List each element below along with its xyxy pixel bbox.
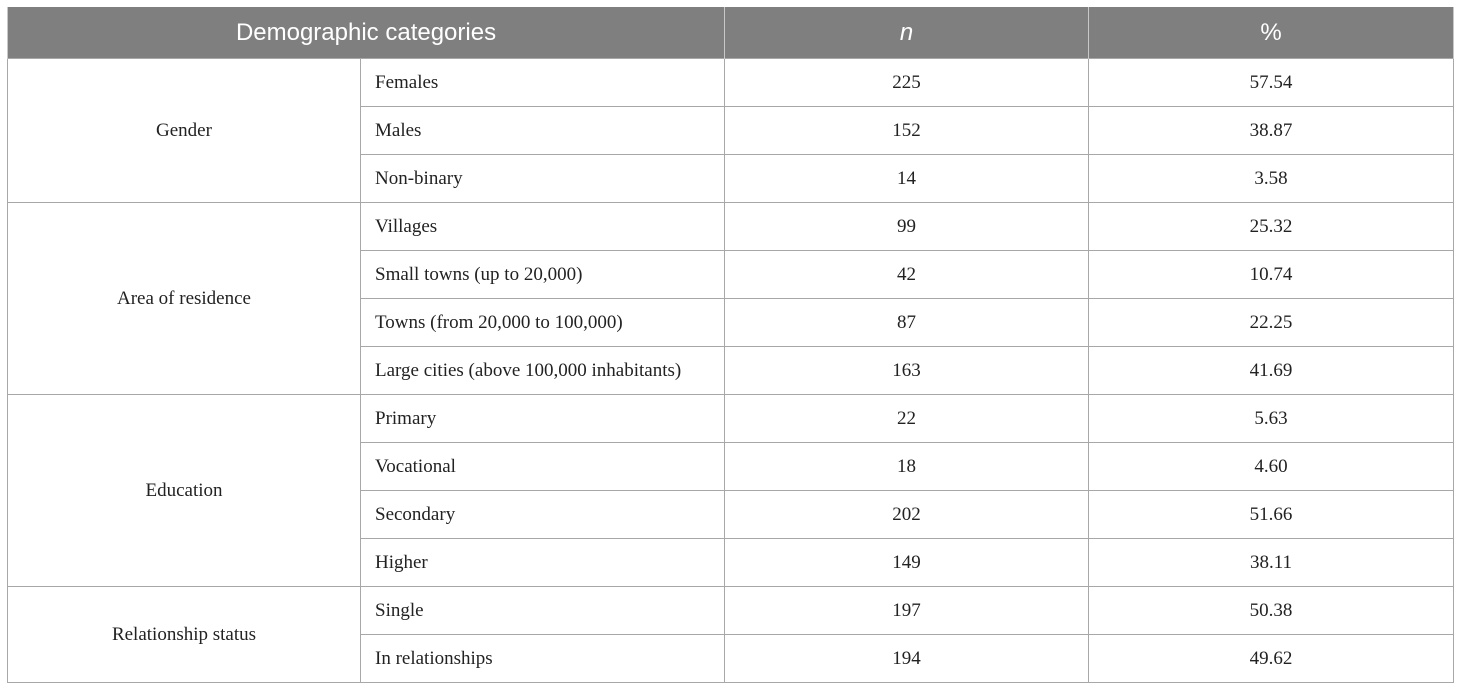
- subcategory-cell: Small towns (up to 20,000): [361, 251, 725, 299]
- percent-cell: 5.63: [1089, 395, 1454, 443]
- n-cell: 197: [725, 587, 1089, 635]
- n-cell: 18: [725, 443, 1089, 491]
- percent-cell: 10.74: [1089, 251, 1454, 299]
- subcategory-cell: Secondary: [361, 491, 725, 539]
- n-cell: 22: [725, 395, 1089, 443]
- n-cell: 42: [725, 251, 1089, 299]
- table-row: [8, 203, 1454, 251]
- n-cell: 194: [725, 635, 1089, 683]
- subcategory-cell: Villages: [361, 203, 725, 251]
- percent-cell: 51.66: [1089, 491, 1454, 539]
- table-row: [8, 395, 1454, 443]
- n-cell: 149: [725, 539, 1089, 587]
- percent-cell: 49.62: [1089, 635, 1454, 683]
- header-demographic-categories: Demographic categories: [8, 7, 725, 59]
- subcategory-cell: Non-binary: [361, 155, 725, 203]
- percent-cell: 25.32: [1089, 203, 1454, 251]
- subcategory-cell: Large cities (above 100,000 inhabitants): [361, 347, 725, 395]
- n-cell: 152: [725, 107, 1089, 155]
- table-body: [8, 59, 1454, 683]
- table-row: [8, 59, 1454, 107]
- subcategory-cell: Primary: [361, 395, 725, 443]
- subcategory-cell: Vocational: [361, 443, 725, 491]
- n-cell: 14: [725, 155, 1089, 203]
- n-cell: 163: [725, 347, 1089, 395]
- percent-cell: 22.25: [1089, 299, 1454, 347]
- n-cell: 225: [725, 59, 1089, 107]
- subcategory-cell: Single: [361, 587, 725, 635]
- header-n: n: [725, 7, 1089, 59]
- group-label: Education: [8, 395, 361, 587]
- percent-cell: 4.60: [1089, 443, 1454, 491]
- subcategory-cell: Males: [361, 107, 725, 155]
- percent-cell: 3.58: [1089, 155, 1454, 203]
- percent-cell: 38.87: [1089, 107, 1454, 155]
- subcategory-cell: Towns (from 20,000 to 100,000): [361, 299, 725, 347]
- table-header-row: [8, 7, 1454, 59]
- percent-cell: 38.11: [1089, 539, 1454, 587]
- group-label: Relationship status: [8, 587, 361, 683]
- n-cell: 87: [725, 299, 1089, 347]
- demographics-table: [7, 7, 1454, 683]
- percent-cell: 57.54: [1089, 59, 1454, 107]
- percent-cell: 41.69: [1089, 347, 1454, 395]
- table-row: [8, 587, 1454, 635]
- group-label: Area of residence: [8, 203, 361, 395]
- n-cell: 99: [725, 203, 1089, 251]
- subcategory-cell: In relationships: [361, 635, 725, 683]
- percent-cell: 50.38: [1089, 587, 1454, 635]
- subcategory-cell: Higher: [361, 539, 725, 587]
- n-cell: 202: [725, 491, 1089, 539]
- group-label: Gender: [8, 59, 361, 203]
- header-percent: %: [1089, 7, 1454, 59]
- subcategory-cell: Females: [361, 59, 725, 107]
